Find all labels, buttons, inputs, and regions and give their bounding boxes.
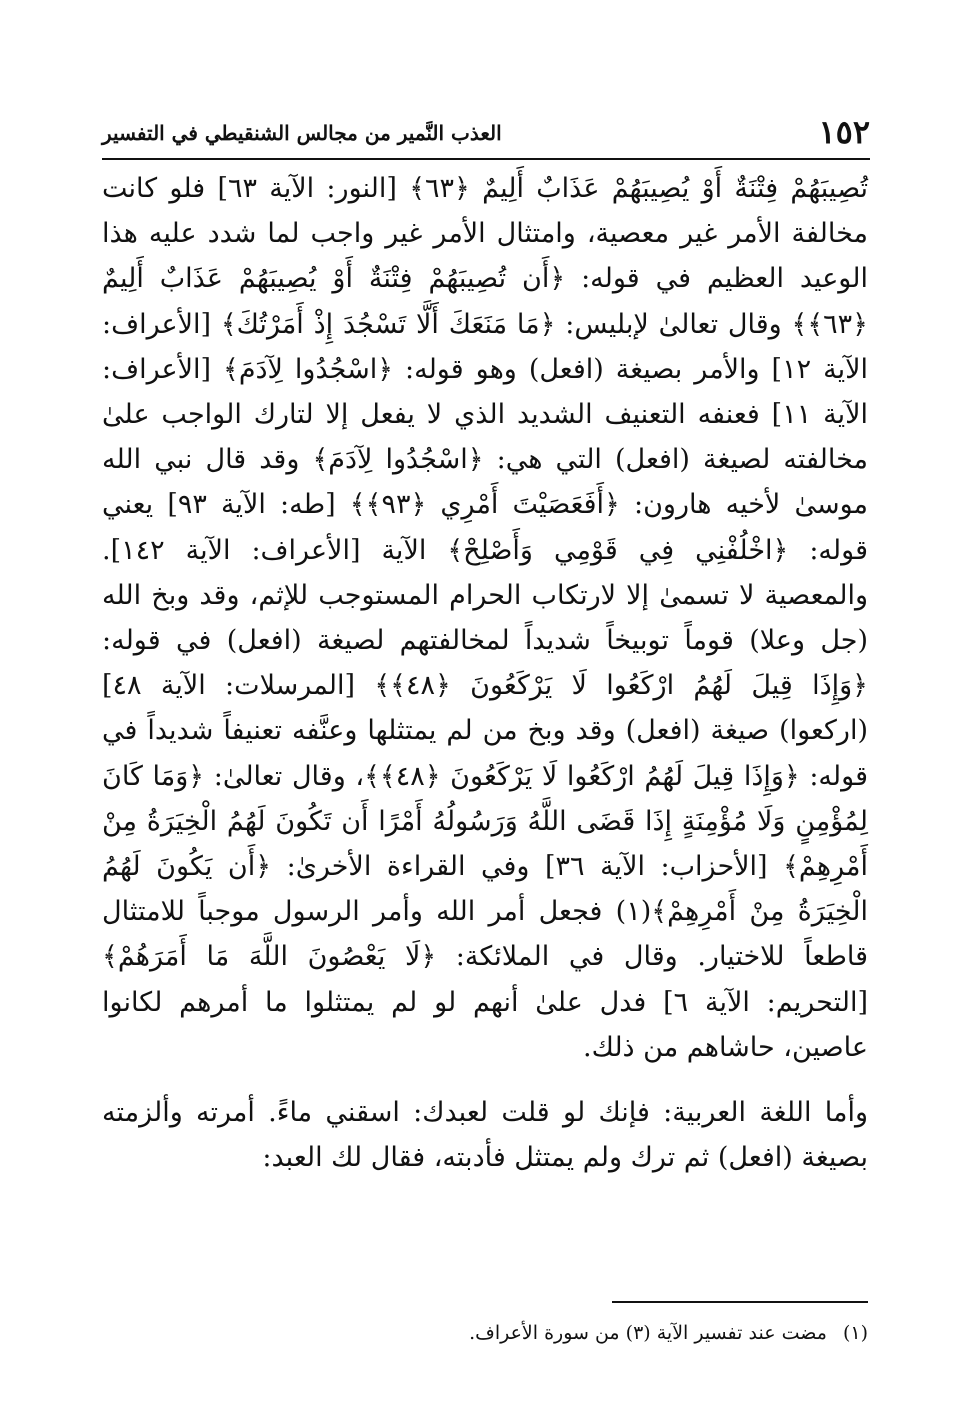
footnote — [102, 1318, 868, 1348]
header-rule — [102, 158, 870, 160]
running-title: العذب النَّمير من مجالس الشنقيطي في التفسير — [102, 121, 502, 145]
footnote-marker: (١) — [842, 1322, 868, 1344]
footnote-text: مضت عند تفسير الآية (٣) من سورة الأعراف. — [469, 1322, 827, 1344]
paragraph: تُصِيبَهُمْ فِتْنَةٌ أَوْ يُصِيبَهُمْ عَذَابٌ أَلِيمٌ ﴿٦٣﴾ [النور: الآية ٦٣] فلو كانت مخالفة الأمر غير معصية، وامتثال الأمر غير واجب لما شدد عليه هذا الوعيد العظيم في قوله: ﴿أَن تُصِيبَهُمْ فِتْنَةٌ أَوْ يُصِيبَهُمْ عَذَابٌ أَلِيمٌ ﴿٦٣﴾﴾ وقال تعالىٰ لإبليس: ﴿مَا مَنَعَكَ أَلَّا تَسْجُدَ إِذْ أَمَرْتُكَ﴾ [الأعراف: الآية ١٢] والأمر بصيغة (افعل) وهو قوله: ﴿اسْجُدُوا لِآدَمَ﴾ [الأعراف: الآية ١١] فعنفه التعنيف الشديد الذي لا يفعل إلا لتارك الواجب علىٰ مخالفته لصيغة (افعل) التي هي: ﴿اسْجُدُوا لِآدَمَ﴾ وقد قال نبي الله موسىٰ لأخيه هارون: ﴿أَفَعَصَيْتَ أَمْرِي ﴿٩٣﴾﴾ [طه: الآية ٩٣] يعني قوله: ﴿اخْلُفْنِي فِي قَوْمِي وَأَصْلِحْ﴾ الآية [الأعراف: الآية ١٤٢]. والمعصية لا تسمىٰ إلا لارتكاب الحرام المستوجب للإثم، وقد وبخ الله (جل وعلا) قوماً توبيخاً شديداً لمخالفتهم لصيغة (افعل) في قوله: ﴿وَإِذَا قِيلَ لَهُمُ ارْكَعُوا لَا يَرْكَعُونَ ﴿٤٨﴾﴾ [المرسلات: الآية ٤٨] (اركعوا) صيغة (افعل) وقد وبخ من لم يمتثلها وعنَّفه تعنيفاً شديداً في قوله: ﴿وَإِذَا قِيلَ لَهُمُ ارْكَعُوا لَا يَرْكَعُونَ ﴿٤٨﴾﴾، وقال تعالىٰ: ﴿وَمَا كَانَ لِمُؤْمِنٍ وَلَا مُؤْمِنَةٍ إِذَا قَضَى اللَّهُ وَرَسُولُهُ أَمْرًا أَن تَكُونَ لَهُمُ الْخِيَرَةُ مِنْ أَمْرِهِمْ﴾ [الأحزاب: الآية ٣٦] وفي القراءة الأخرىٰ: ﴿أَن يَكُونَ لَهُمُ الْخِيَرَةُ مِنْ أَمْرِهِمْ﴾(١) فجعل أمر الله وأمر الرسول موجباً للامتثال قاطعاً للاختيار. وقال في الملائكة: ﴿لَا يَعْصُونَ اللَّهَ مَا أَمَرَهُمْ﴾ [التحريم: الآية ٦] فدل علىٰ أنهم لو لم يمتثلوا ما أمرهم لكانوا عاصين، حاشاهم من ذلك. — [102, 173, 869, 1063]
paragraph: وأما اللغة العربية: فإنك لو قلت لعبدك: اسقني ماءً. أمرته وألزمته بصيغة (افعل) ثم ترك ولم يمتثل فأدبته، فقال لك العبد: — [102, 1097, 868, 1174]
footnote-rule — [612, 1301, 868, 1303]
page-number: ١٥٢ — [818, 113, 870, 151]
page-header — [102, 112, 870, 160]
main-text — [102, 166, 868, 1180]
